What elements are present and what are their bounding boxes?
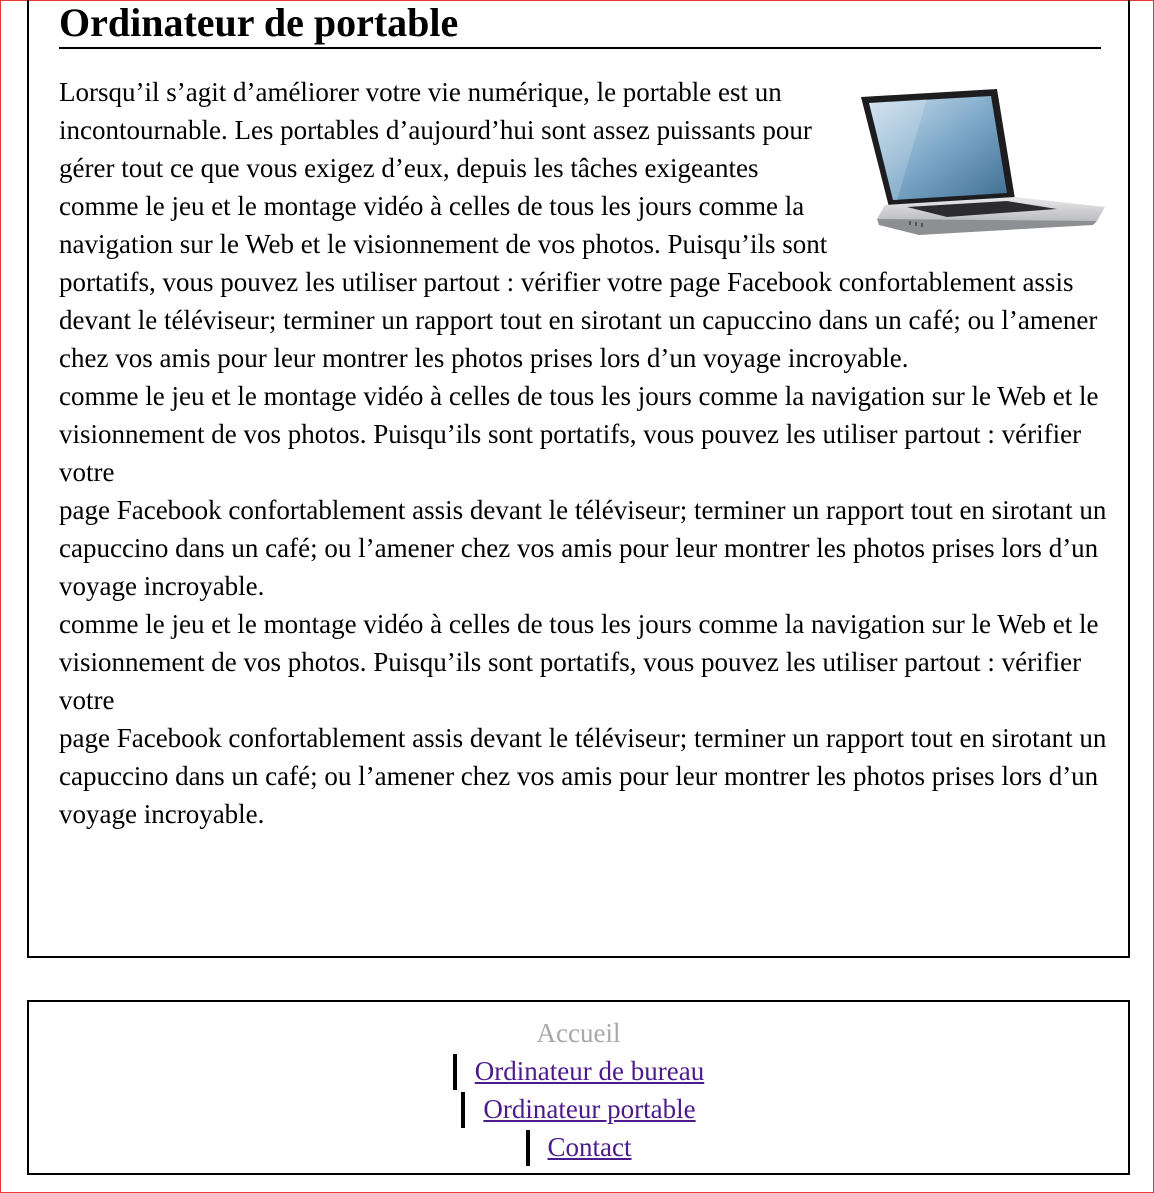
paragraph-6: page Facebook confortablement assis devant le téléviseur; terminer un rapport tout en sirotant un capuccino dans un café; ou l’amener chez vos amis pour leur montrer les photos prises lors d’un voyage incroyable. <box>59 723 1107 829</box>
nav-row-desktop <box>29 1052 1128 1090</box>
nav-row-contact <box>29 1128 1128 1166</box>
nav-separator <box>461 1092 465 1128</box>
paragraph-3: comme le jeu et le montage vidéo à celles de tous les jours comme la navigation sur le Web et le visionnement de vos photos. Puisqu’ils sont portatifs, vous pouvez les utiliser partout : vérifier votre <box>59 381 1099 487</box>
nav-row-laptop <box>29 1090 1128 1128</box>
nav-separator <box>453 1054 457 1090</box>
nav-row-home <box>29 1014 1128 1052</box>
nav-link-laptop[interactable]: Ordinateur portable <box>483 1094 696 1124</box>
nav-separator <box>526 1130 530 1166</box>
nav-link-contact[interactable]: Contact <box>547 1132 632 1162</box>
nav-link-desktop[interactable]: Ordinateur de bureau <box>474 1056 705 1086</box>
laptop-image <box>857 83 1109 243</box>
paragraph-4: page Facebook confortablement assis devant le téléviseur; terminer un rapport tout en sirotant un capuccino dans un café; ou l’amener chez vos amis pour leur montrer les photos prises lors d’un voyage incroyable. <box>59 495 1107 601</box>
paragraph-5: comme le jeu et le montage vidéo à celles de tous les jours comme la navigation sur le Web et le visionnement de vos photos. Puisqu’ils sont portatifs, vous pouvez les utiliser partout : vérifier votre <box>59 609 1099 715</box>
page-title: Ordinateur de portable <box>59 0 1101 49</box>
article-section <box>27 0 1130 958</box>
nav-home-current: Accueil <box>536 1018 621 1048</box>
article-body <box>59 73 1109 833</box>
footer-nav <box>27 1000 1130 1175</box>
paragraph-2: comme le jeu et le montage vidéo à celles de tous les jours comme la navigation sur le Web et le visionnement de vos photos. Puisqu’ils sont portatifs, vous pouvez les utiliser partout : vérifier votre page Facebook confortablement assis devant le téléviseur; terminer un rapport tout en sirotant un capuccino dans un café; ou l’amener chez vos amis pour leur montrer les photos prises lors d’un voyage incroyable. <box>59 191 1098 373</box>
paragraph-1: Lorsqu’il s’agit d’améliorer votre vie numérique, le portable est un incontournable. Les portables d’aujourd’hui sont assez puissants pour gérer tout ce que vous exigez d’eux, depuis les tâches exigeantes <box>59 77 812 183</box>
